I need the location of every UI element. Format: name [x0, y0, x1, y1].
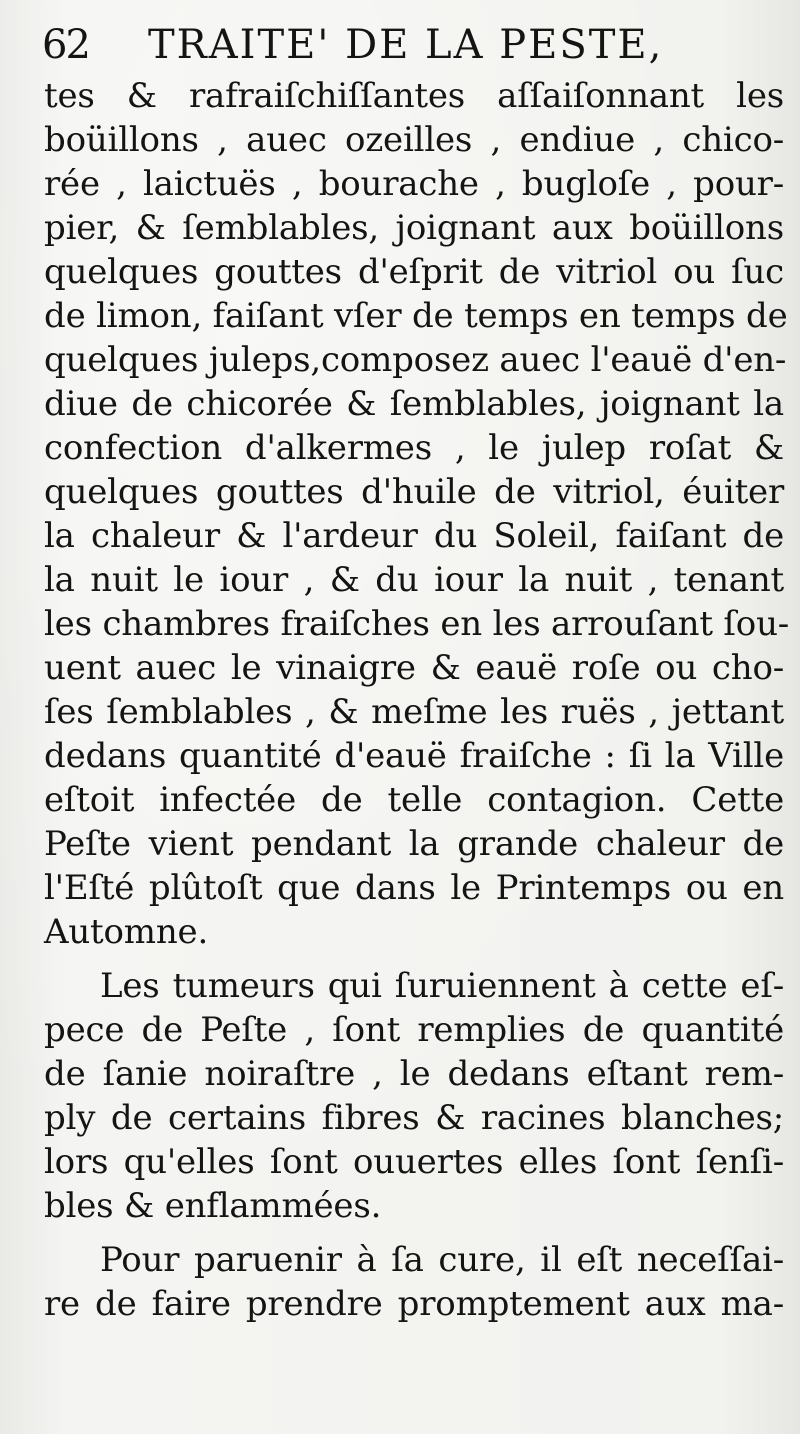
page-number: 62	[42, 22, 89, 68]
text-line: diue de chicorée & ſemblables, joignant la	[44, 384, 784, 424]
text-line: les chambres fraiſches en les arrouſant ſou-	[44, 604, 790, 644]
text-line: dedans quantité d'eauë fraiſche : ſi la Ville	[44, 736, 784, 776]
text-line: pece de Peſte , ſont remplies de quantité	[44, 1010, 784, 1050]
paragraph-gap	[44, 954, 784, 964]
text-line: confection d'alkermes , le julep roſat &	[44, 428, 784, 468]
text-line: rée , laictuës , bourache , bugloſe , pour-	[44, 164, 784, 204]
text-line: Peſte vient pendant la grande chaleur de	[44, 824, 784, 864]
text-line: bles & enflammées.	[44, 1186, 382, 1226]
text-line: pier, & ſemblables, joignant aux boüillons	[44, 208, 784, 248]
text-line: Automne.	[44, 912, 209, 952]
text-line: l'Eſté plûtoſt que dans le Printemps ou en	[44, 868, 784, 908]
text-line: de limon, faiſant vſer de temps en temps de	[44, 296, 788, 336]
text-line: la chaleur & l'ardeur du Soleil, faiſant de	[44, 516, 784, 556]
text-line: ply de certains fibres & racines blanches;	[44, 1098, 784, 1138]
text-line: la nuit le iour , & du iour la nuit , tenant	[44, 560, 784, 600]
text-line: eſtoit infectée de telle contagion. Cette	[44, 780, 784, 820]
text-line: Les tumeurs qui ſuruiennent à cette eſ-	[100, 966, 784, 1006]
text-line: quelques gouttes d'eſprit de vitriol ou ſuc	[44, 252, 784, 292]
paragraph-2	[44, 964, 784, 1228]
text-line: quelques gouttes d'huile de vitriol, éuiter	[44, 472, 784, 512]
text-line: tes & rafraiſchiſſantes aſſaiſonnant les	[44, 76, 784, 116]
text-line: quelques juleps,composez auec l'eauë d'en-	[44, 340, 787, 380]
text-line: re de faire prendre promptement aux ma-	[44, 1284, 784, 1324]
text-line: ſes ſemblables , & meſme les ruës , jettant	[44, 692, 784, 732]
text-line: de ſanie noiraſtre , le dedans eſtant rem-	[44, 1054, 784, 1094]
page-header	[38, 14, 778, 74]
paragraph-gap	[44, 1228, 784, 1238]
paragraph-1	[44, 74, 790, 954]
text-line: lors qu'elles ſont ouuertes elles ſont ſenſi-	[44, 1142, 784, 1182]
text-line: boüillons , auec ozeilles , endiue , chico-	[44, 120, 784, 160]
text-line: Pour paruenir à ſa cure, il eſt neceſſai-	[100, 1240, 784, 1280]
text-line: uent auec le vinaigre & eauë roſe ou cho-	[44, 648, 784, 688]
body-text	[44, 74, 790, 1326]
paragraph-3	[44, 1238, 784, 1326]
running-title: TRAITE' DE LA PESTE,	[148, 22, 664, 68]
